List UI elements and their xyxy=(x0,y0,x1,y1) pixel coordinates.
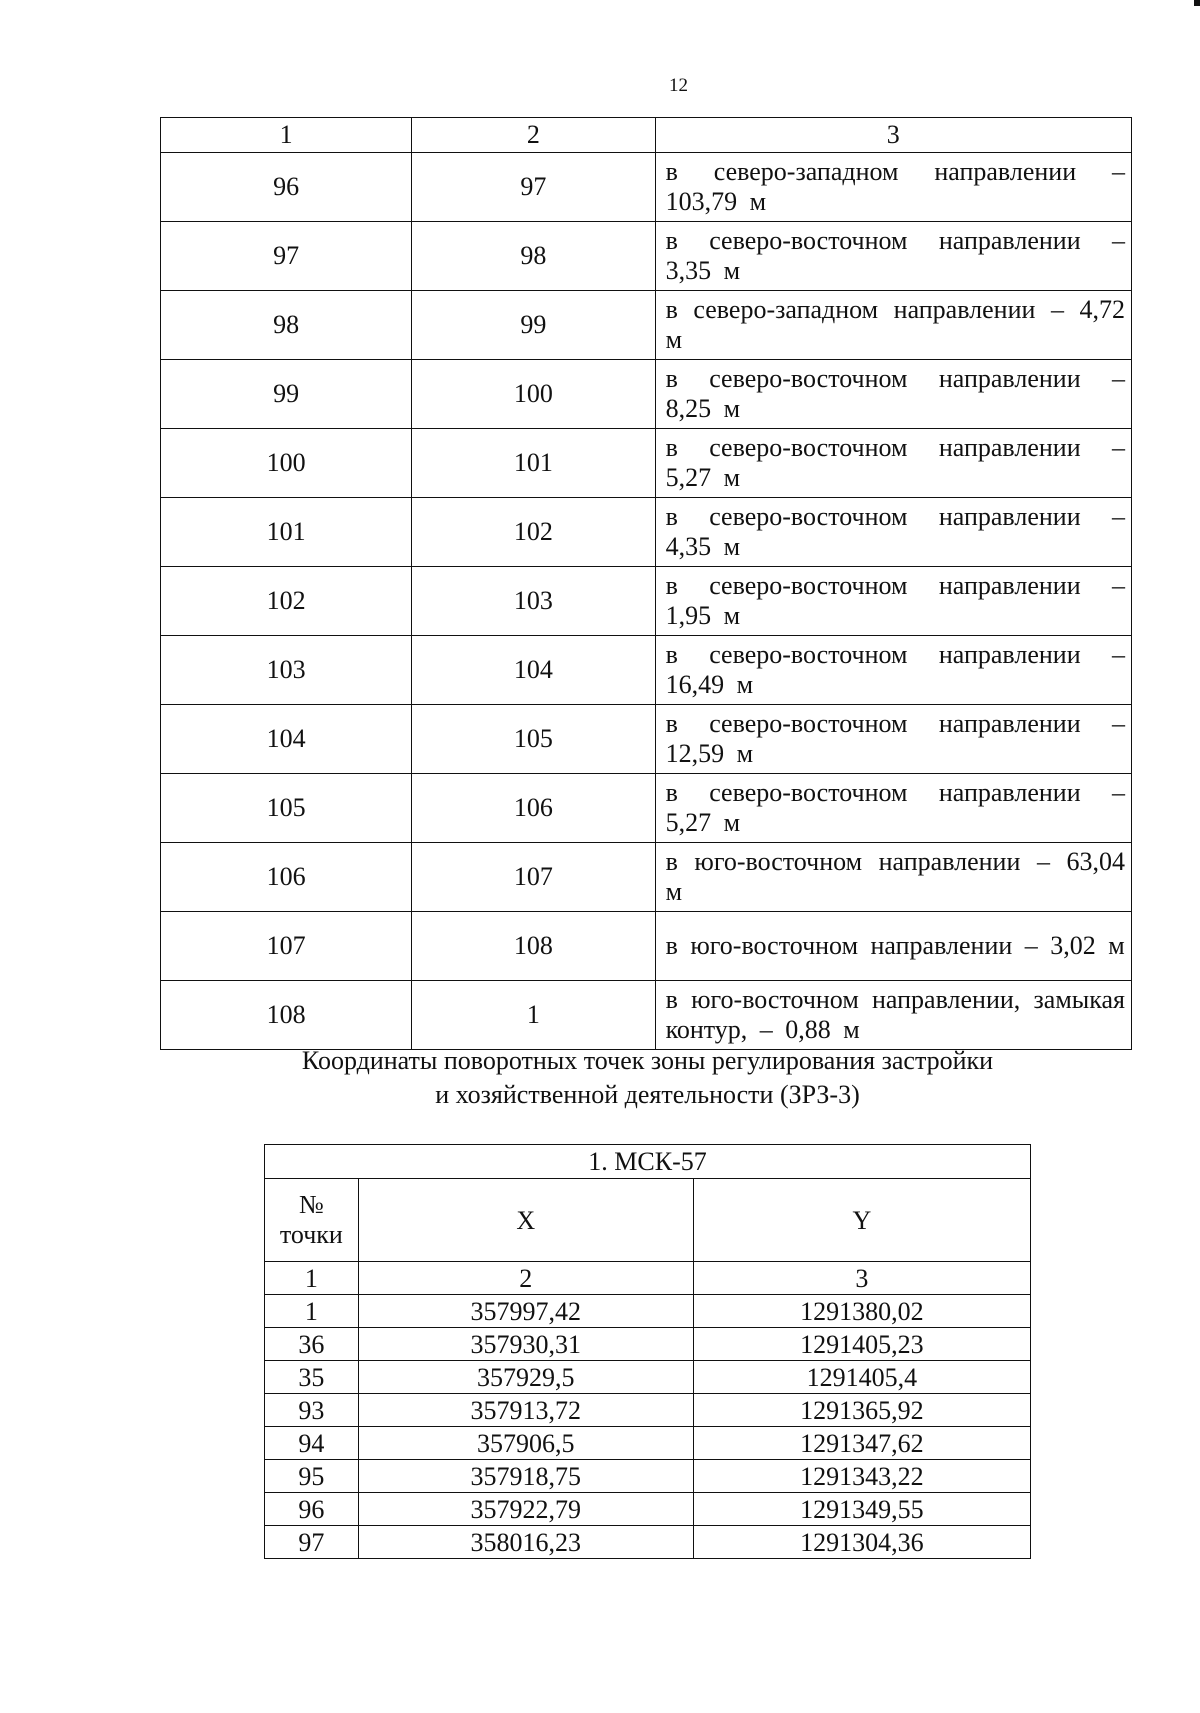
x-coordinate-cell: 357918,75 xyxy=(358,1460,693,1493)
to-point-cell: 100 xyxy=(412,360,655,429)
point-number-cell: 94 xyxy=(265,1427,359,1460)
header-cell-to: 2 xyxy=(412,118,655,153)
segment-description-cell: в северо-восточном направлении – 5,27 м xyxy=(655,429,1131,498)
segment-description-cell: в северо-восточном направлении – 5,27 м xyxy=(655,774,1131,843)
page-number: 12 xyxy=(669,75,688,96)
to-point-cell: 107 xyxy=(412,843,655,912)
segment-description-cell: в северо-восточном направлении – 16,49 м xyxy=(655,636,1131,705)
table-row xyxy=(265,1460,1031,1493)
index-cell-1: 1 xyxy=(265,1262,359,1295)
point-number-cell: 97 xyxy=(265,1526,359,1559)
to-point-cell: 103 xyxy=(412,567,655,636)
coordinate-system-row xyxy=(265,1145,1031,1179)
segment-description-cell: в северо-западном направлении – 103,79 м xyxy=(655,153,1131,222)
table-row xyxy=(161,291,1132,360)
column-index-row xyxy=(265,1262,1031,1295)
table-row xyxy=(161,705,1132,774)
y-header: Y xyxy=(693,1179,1030,1262)
to-point-cell: 108 xyxy=(412,912,655,981)
to-point-cell: 99 xyxy=(412,291,655,360)
y-coordinate-cell: 1291405,23 xyxy=(693,1328,1030,1361)
table-row xyxy=(161,360,1132,429)
table-row xyxy=(265,1394,1031,1427)
x-coordinate-cell: 357922,79 xyxy=(358,1493,693,1526)
table-row xyxy=(161,774,1132,843)
to-point-cell: 98 xyxy=(412,222,655,291)
x-coordinate-cell: 357997,42 xyxy=(358,1295,693,1328)
to-point-cell: 106 xyxy=(412,774,655,843)
x-header: X xyxy=(358,1179,693,1262)
header-cell-from: 1 xyxy=(161,118,412,153)
section-title-line-1: Координаты поворотных точек зоны регулирования застройки xyxy=(301,1046,994,1075)
table-row xyxy=(161,222,1132,291)
section-title-line-2: и хозяйственной деятельности (ЗРЗ-3) xyxy=(435,1080,860,1109)
y-coordinate-cell: 1291304,36 xyxy=(693,1526,1030,1559)
segment-description-cell: в северо-западном направлении – 4,72 м xyxy=(655,291,1131,360)
table-row xyxy=(265,1328,1031,1361)
table-row xyxy=(265,1427,1031,1460)
from-point-cell: 98 xyxy=(161,291,412,360)
segment-description-cell: в северо-восточном направлении – 8,25 м xyxy=(655,360,1131,429)
scan-corner-mark xyxy=(1194,0,1200,6)
table-header-row xyxy=(161,118,1132,153)
table-row xyxy=(161,429,1132,498)
point-number-cell: 1 xyxy=(265,1295,359,1328)
to-point-cell: 1 xyxy=(412,981,655,1050)
x-coordinate-cell: 357930,31 xyxy=(358,1328,693,1361)
table-row xyxy=(161,567,1132,636)
from-point-cell: 100 xyxy=(161,429,412,498)
column-header-row xyxy=(265,1179,1031,1262)
x-coordinate-cell: 358016,23 xyxy=(358,1526,693,1559)
table-row xyxy=(265,1526,1031,1559)
from-point-cell: 105 xyxy=(161,774,412,843)
segment-description-cell: в северо-восточном направлении – 4,35 м xyxy=(655,498,1131,567)
coordinate-system-cell: 1. МСК-57 xyxy=(265,1145,1031,1179)
to-point-cell: 105 xyxy=(412,705,655,774)
from-point-cell: 101 xyxy=(161,498,412,567)
from-point-cell: 108 xyxy=(161,981,412,1050)
table-row xyxy=(161,636,1132,705)
coordinates-table xyxy=(264,1144,1031,1559)
index-cell-2: 2 xyxy=(358,1262,693,1295)
x-coordinate-cell: 357906,5 xyxy=(358,1427,693,1460)
point-number-cell: 93 xyxy=(265,1394,359,1427)
segment-description-cell: в юго-восточном направлении, замыкая контур, – 0,88 м xyxy=(655,981,1131,1050)
point-number-cell: 36 xyxy=(265,1328,359,1361)
table-row xyxy=(265,1361,1031,1394)
table-row xyxy=(161,498,1132,567)
table-row xyxy=(265,1493,1031,1526)
x-coordinate-cell: 357929,5 xyxy=(358,1361,693,1394)
segment-description-cell: в северо-восточном направлении – 1,95 м xyxy=(655,567,1131,636)
y-coordinate-cell: 1291365,92 xyxy=(693,1394,1030,1427)
from-point-cell: 106 xyxy=(161,843,412,912)
from-point-cell: 97 xyxy=(161,222,412,291)
table-row xyxy=(265,1295,1031,1328)
to-point-cell: 102 xyxy=(412,498,655,567)
y-coordinate-cell: 1291347,62 xyxy=(693,1427,1030,1460)
point-number-header-line-1: № xyxy=(298,1190,324,1219)
point-number-header-line-2: точки xyxy=(279,1220,343,1249)
y-coordinate-cell: 1291405,4 xyxy=(693,1361,1030,1394)
table-row xyxy=(161,981,1132,1050)
from-point-cell: 96 xyxy=(161,153,412,222)
segment-description-cell: в юго-восточном направлении – 3,02 м xyxy=(655,912,1131,981)
to-point-cell: 97 xyxy=(412,153,655,222)
table-row xyxy=(161,153,1132,222)
to-point-cell: 104 xyxy=(412,636,655,705)
to-point-cell: 101 xyxy=(412,429,655,498)
segment-description-cell: в юго-восточном направлении – 63,04 м xyxy=(655,843,1131,912)
from-point-cell: 99 xyxy=(161,360,412,429)
header-cell-description: 3 xyxy=(655,118,1131,153)
point-number-header xyxy=(265,1179,359,1262)
point-number-cell: 35 xyxy=(265,1361,359,1394)
point-number-cell: 96 xyxy=(265,1493,359,1526)
table-row xyxy=(161,843,1132,912)
boundary-segments-table xyxy=(160,117,1132,1050)
from-point-cell: 104 xyxy=(161,705,412,774)
from-point-cell: 103 xyxy=(161,636,412,705)
point-number-cell: 95 xyxy=(265,1460,359,1493)
y-coordinate-cell: 1291343,22 xyxy=(693,1460,1030,1493)
index-cell-3: 3 xyxy=(693,1262,1030,1295)
from-point-cell: 102 xyxy=(161,567,412,636)
segment-description-cell: в северо-восточном направлении – 3,35 м xyxy=(655,222,1131,291)
section-title xyxy=(160,1044,1135,1112)
segment-description-cell: в северо-восточном направлении – 12,59 м xyxy=(655,705,1131,774)
table-row xyxy=(161,912,1132,981)
y-coordinate-cell: 1291380,02 xyxy=(693,1295,1030,1328)
y-coordinate-cell: 1291349,55 xyxy=(693,1493,1030,1526)
from-point-cell: 107 xyxy=(161,912,412,981)
x-coordinate-cell: 357913,72 xyxy=(358,1394,693,1427)
